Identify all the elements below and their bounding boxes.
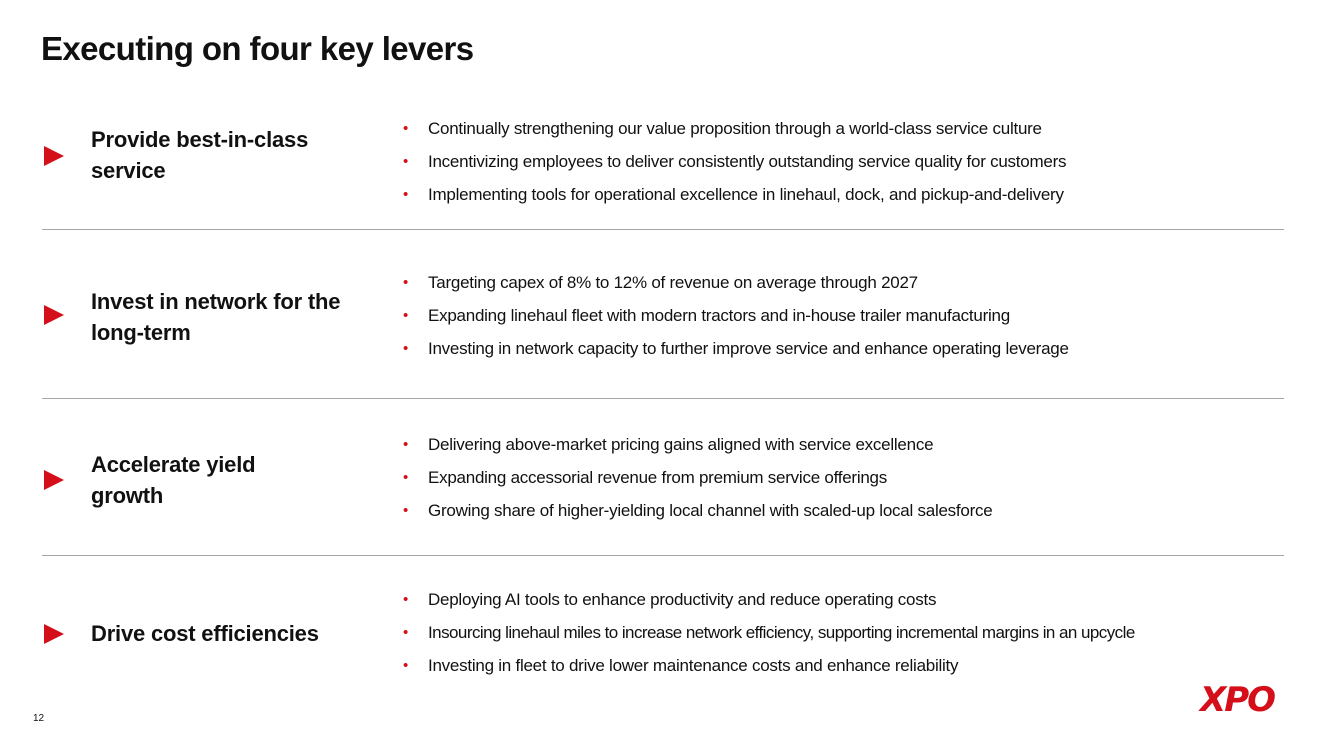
lever-title-line: Invest in network for the	[91, 289, 341, 314]
bullet-item	[403, 337, 1069, 370]
section-divider	[42, 555, 1284, 556]
bullet-dot-icon: •	[403, 469, 409, 486]
xpo-logo: XPO	[1200, 680, 1275, 720]
bullet-item	[403, 433, 992, 466]
bullet-item	[403, 621, 1135, 654]
bullet-item	[403, 304, 1069, 337]
bullet-dot-icon: •	[403, 186, 409, 203]
lever-title-line: service	[91, 158, 166, 183]
bullet-item	[403, 654, 1135, 687]
bullet-text: Implementing tools for operational excellence in linehaul, dock, and pickup-and-delivery	[428, 185, 1064, 204]
bullet-dot-icon: •	[403, 624, 408, 641]
bullet-text: Incentivizing employees to deliver consistently outstanding service quality for customers	[428, 152, 1067, 171]
bullet-text: Expanding linehaul fleet with modern tractors and in-house trailer manufacturing	[428, 306, 1010, 325]
lever-title-line: Provide best-in-class	[91, 127, 309, 152]
bullet-text: Continually strengthening our value proposition through a world-class service culture	[428, 119, 1042, 138]
bullet-dot-icon: •	[403, 153, 409, 170]
bullet-text: Investing in network capacity to further improve service and enhance operating leverage	[428, 339, 1069, 358]
bullet-text: Targeting capex of 8% to 12% of revenue on average through 2027	[428, 273, 918, 292]
bullet-text: Growing share of higher-yielding local channel with scaled-up local salesforce	[428, 501, 993, 520]
page-number: 12	[33, 713, 45, 724]
bullet-dot-icon: •	[403, 340, 409, 357]
triangle-arrow-icon	[44, 146, 64, 166]
lever-title	[91, 618, 391, 649]
bullet-dot-icon: •	[403, 502, 409, 519]
bullet-dot-icon: •	[403, 657, 409, 674]
lever-title	[91, 286, 391, 348]
bullet-text: Investing in fleet to drive lower maintenance costs and enhance reliability	[428, 656, 959, 675]
section-divider	[42, 229, 1284, 230]
lever-title	[91, 449, 391, 511]
bullet-item	[403, 117, 1066, 150]
section-divider	[42, 398, 1284, 399]
lever-title-line: growth	[91, 483, 164, 508]
bullet-item	[403, 466, 992, 499]
triangle-arrow-icon	[44, 305, 64, 325]
bullet-dot-icon: •	[403, 307, 409, 324]
bullet-item	[403, 183, 1066, 216]
lever-bullet-list	[403, 271, 1069, 370]
lever-title-line: Drive cost efficiencies	[91, 621, 319, 646]
bullet-item	[403, 499, 992, 532]
bullet-item	[403, 150, 1066, 183]
bullet-dot-icon: •	[403, 591, 409, 608]
lever-bullet-list	[403, 433, 992, 532]
bullet-item	[403, 271, 1069, 304]
lever-bullet-list	[403, 588, 1135, 687]
slide-title: Executing on four key levers	[41, 30, 474, 67]
bullet-text: Deploying AI tools to enhance productivity and reduce operating costs	[428, 590, 937, 609]
triangle-arrow-icon	[44, 624, 64, 644]
lever-bullet-list	[403, 117, 1066, 216]
triangle-arrow-icon	[44, 470, 64, 490]
bullet-dot-icon: •	[403, 436, 409, 453]
bullet-item	[403, 588, 1135, 621]
bullet-dot-icon: •	[403, 120, 409, 137]
bullet-text: Delivering above-market pricing gains aligned with service excellence	[428, 435, 934, 454]
lever-title-line: Accelerate yield	[91, 452, 256, 477]
lever-title	[91, 124, 391, 186]
bullet-text: Insourcing linehaul miles to increase network efficiency, supporting incremental margins in an upcycle	[428, 623, 1135, 642]
bullet-dot-icon: •	[403, 274, 409, 291]
lever-title-line: long-term	[91, 320, 191, 345]
bullet-text: Expanding accessorial revenue from premium service offerings	[428, 468, 888, 487]
